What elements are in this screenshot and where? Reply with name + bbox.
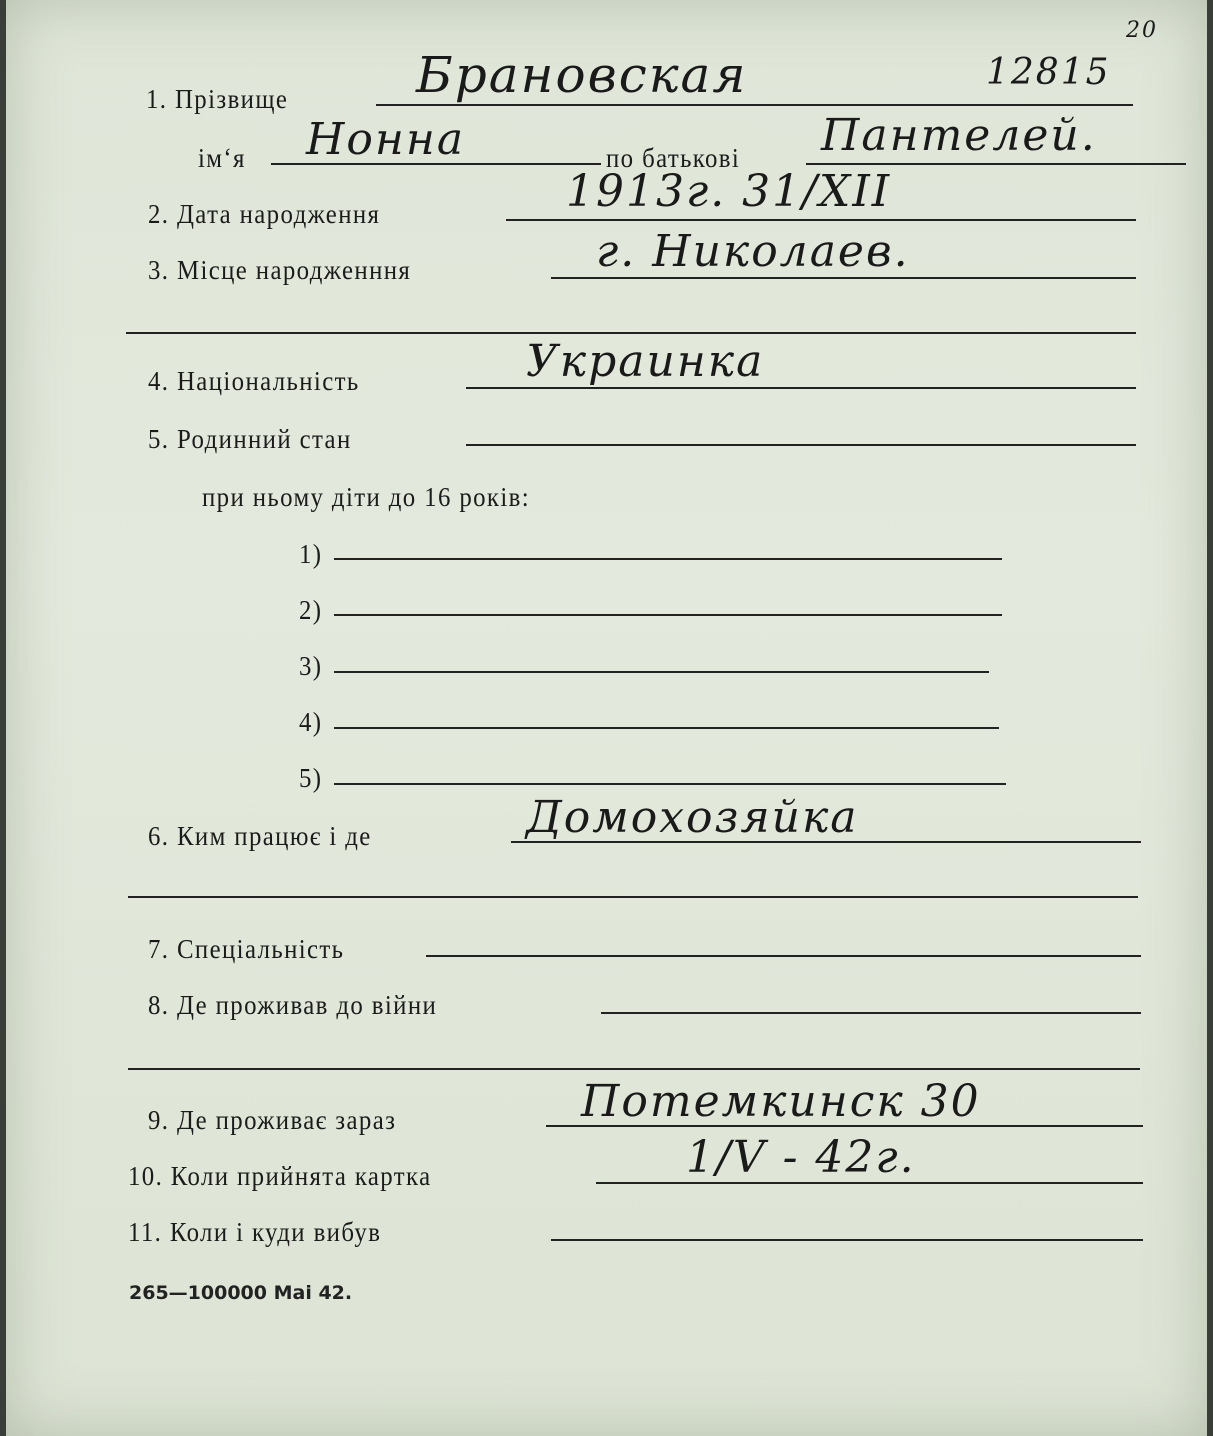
birth-date-line (506, 219, 1136, 221)
patronymic-value: Пантелей. (821, 110, 1097, 161)
patronymic-label: по батькові (606, 143, 741, 173)
occupation-extra-line (128, 896, 1138, 898)
prewar-residence-label: 8. Де проживав до війни (148, 990, 438, 1020)
child-5-line (334, 783, 1006, 785)
current-residence-value: Потемкинск 30 (581, 1076, 981, 1127)
nationality-value: Украинка (526, 336, 765, 387)
card-accepted-value: 1/V - 42г. (686, 1132, 916, 1183)
departure-line (551, 1239, 1143, 1241)
marital-status-label: 5. Родинний стан (148, 424, 352, 454)
surname-label: 1. Прізвище (146, 84, 289, 114)
child-4-line (334, 727, 999, 729)
specialty-label: 7. Спеціальність (148, 934, 345, 964)
surname-line (376, 104, 1133, 106)
surname-value: Брановская (416, 46, 748, 104)
birth-date-value: 1913г. 31/XII (566, 166, 892, 217)
birth-place-value: г. Николаев. (596, 226, 910, 277)
registration-card (6, 0, 1207, 1436)
nationality-label: 4. Національність (148, 366, 360, 396)
occupation-label: 6. Ким працює і де (148, 821, 372, 851)
nationality-line (466, 387, 1136, 389)
first-name-value: Нонна (306, 114, 466, 165)
card-number: 12815 (986, 52, 1111, 93)
child-2-line (334, 614, 1002, 616)
departure-label: 11. Коли і куди вибув (128, 1217, 382, 1247)
marital-status-line (466, 444, 1136, 446)
occupation-value: Домохозяйка (526, 792, 859, 843)
child-4-label: 4) (299, 707, 323, 737)
birth-place-extra-line (126, 332, 1136, 334)
birth-place-label: 3. Місце народженння (148, 255, 412, 285)
child-1-label: 1) (299, 539, 323, 569)
child-3-label: 3) (299, 651, 323, 681)
card-number-superscript: 20 (1126, 18, 1158, 43)
children-label: при ньому діти до 16 років: (202, 482, 531, 512)
first-name-label: ім‘я (198, 143, 246, 173)
child-5-label: 5) (299, 763, 323, 793)
child-3-line (334, 671, 989, 673)
prewar-residence-line (601, 1012, 1141, 1014)
child-1-line (334, 558, 1002, 560)
current-residence-label: 9. Де проживає зараз (148, 1105, 397, 1135)
child-2-label: 2) (299, 595, 323, 625)
specialty-line (426, 955, 1141, 957)
card-accepted-label: 10. Коли прийнята картка (128, 1161, 432, 1191)
prewar-residence-extra-line (128, 1068, 1140, 1070)
birth-place-line (551, 277, 1136, 279)
patronymic-line (806, 163, 1186, 165)
print-code: 265—100000 Mai 42. (129, 1282, 353, 1304)
birth-date-label: 2. Дата народження (148, 199, 381, 229)
